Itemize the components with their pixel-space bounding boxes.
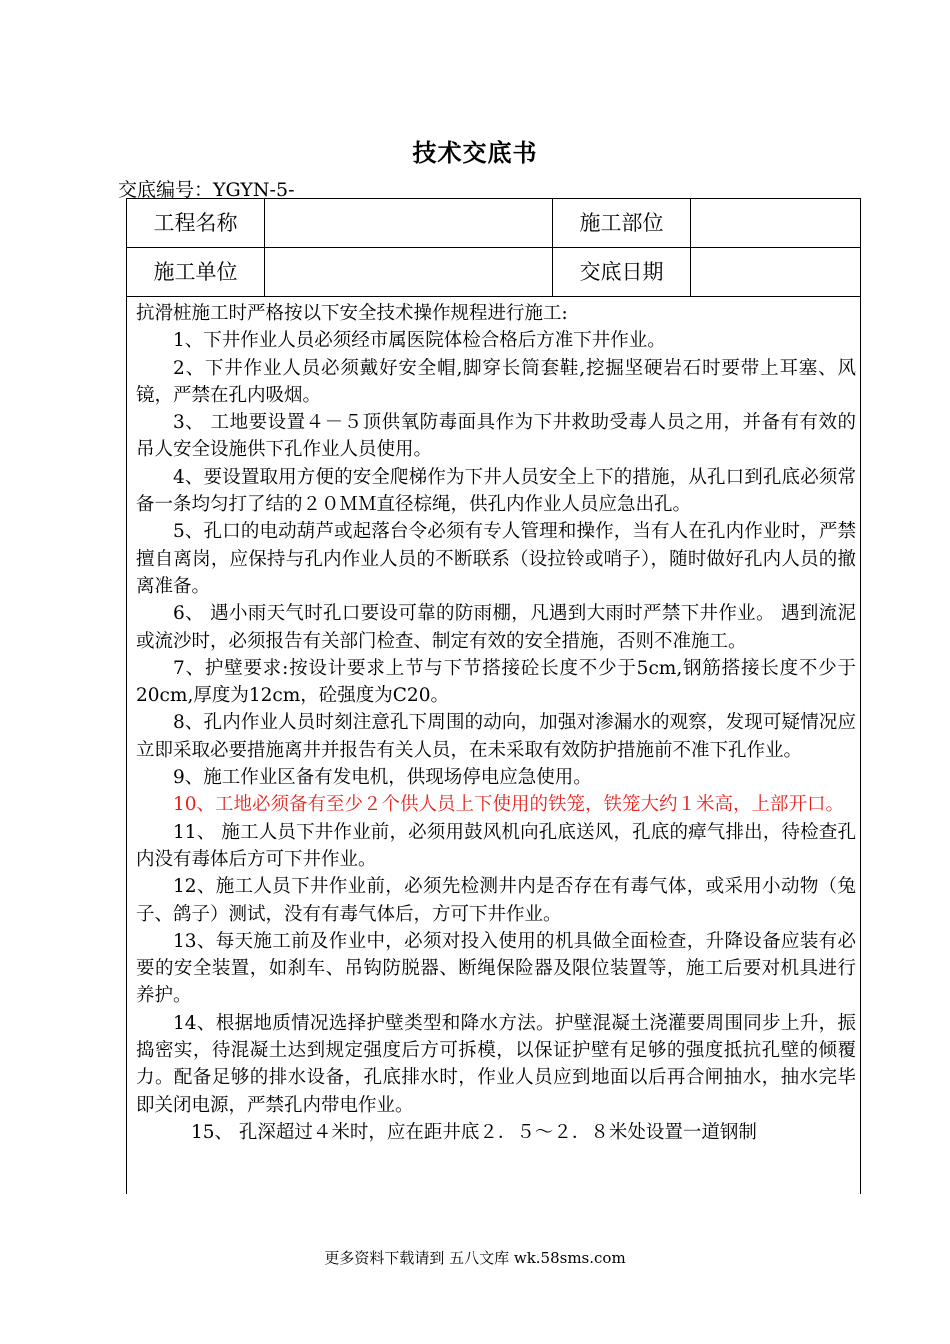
construction-unit-value[interactable] bbox=[265, 248, 553, 296]
document-title: 技术交底书 bbox=[412, 138, 538, 167]
rule-item-15: 15、 孔深超过４米时，应在距井底２．５～２．８米处设置一道钢制 bbox=[191, 1121, 757, 1143]
rule-item-14: 14、根据地质情况选择护壁类型和降水方法。护壁混凝土浇灌要周围同步上升，振捣密实，待混凝土达到规定强度后方可拆模，以保证护壁有足够的强度抵抗孔壁的倾覆力。配备足够的排水设备，孔底排水时，作业人员应到地面以后再合闸抽水，抽水完毕即关闭电源，严禁孔内带电作业。 bbox=[136, 1012, 856, 1116]
header-row-2 bbox=[127, 248, 860, 297]
rule-item-1: 1、下井作业人员必须经市属医院体检合格后方准下井作业。 bbox=[173, 330, 666, 352]
rule-item-4: 4、要设置取用方便的安全爬梯作为下井人员安全上下的措施，从孔口到孔底必须常备一条均匀打了结的２０ＭＭ直径棕绳，供孔内作业人员应急出孔。 bbox=[136, 466, 856, 516]
project-name-label: 工程名称 bbox=[127, 199, 265, 247]
rule-item-13: 13、每天施工前及作业中，必须对投入使用的机具做全面检查，升降设备应装有必要的安全装置，如刹车、吊钩防脱器、断绳保险器及限位装置等，施工后要对机具进行养护。 bbox=[136, 930, 856, 1007]
rule-item-2: 2、下井作业人员必须戴好安全帽,脚穿长筒套鞋,挖掘坚硬岩石时要带上耳塞、风镜，严禁在孔内吸烟。 bbox=[136, 357, 856, 406]
header-row-1 bbox=[127, 199, 860, 248]
document-number: 交底编号：YGYN-5- bbox=[118, 179, 295, 201]
rule-item-11: 11、 施工人员下井作业前，必须用鼓风机向孔底送风，孔底的瘴气排出，待检查孔内没有毒体后方可下井作业。 bbox=[136, 821, 856, 870]
rule-item-7: 7、护壁要求:按设计要求上节与下节搭接砼长度不少于5cm,钢筋搭接长度不少于20cm,厚度为12cm，砼强度为C20。 bbox=[136, 657, 856, 707]
rule-item-5: 5、孔口的电动葫芦或起落台令必须有专人管理和操作，当有人在孔内作业时，严禁擅自离岗，应保持与孔内作业人员的不断联系（设拉铃或哨子），随时做好孔内人员的撤离准备。 bbox=[136, 521, 856, 597]
briefing-date-label: 交底日期 bbox=[553, 248, 691, 296]
rule-item-12: 12、施工人员下井作业前，必须先检测井内是否存在有毒气体，或采用小动物（兔子、鸽子）测试，没有有毒气体后，方可下井作业。 bbox=[136, 876, 856, 925]
intro-paragraph: 抗滑桩施工时严格按以下安全技术操作规程进行施工: bbox=[136, 303, 568, 324]
project-name-value[interactable] bbox=[265, 199, 553, 247]
construction-unit-label: 施工单位 bbox=[127, 248, 265, 296]
rule-item-3: 3、 工地要设置４－５顶供氧防毒面具作为下井救助受毒人员之用，并备有有效的吊人安全设施供下孔作业人员使用。 bbox=[136, 412, 856, 461]
rule-item-9: 9、施工作业区备有发电机，供现场停电应急使用。 bbox=[173, 767, 592, 789]
briefing-content bbox=[136, 300, 856, 1146]
footer-source-note: 更多资料下载请到 五八文库 wk.58sms.com bbox=[324, 1249, 626, 1267]
briefing-date-value[interactable] bbox=[691, 248, 860, 296]
rule-item-6: 6、 遇小雨天气时孔口要设可靠的防雨棚，凡遇到大雨时严禁下井作业。 遇到流泥或流沙时，必须报告有关部门检查、制定有效的安全措施，否则不准施工。 bbox=[136, 603, 856, 652]
rule-item-8: 8、孔内作业人员时刻注意孔下周围的动向，加强对渗漏水的观察，发现可疑情况应立即采取必要措施离井并报告有关人员，在未采取有效防护措施前不准下孔作业。 bbox=[136, 712, 856, 761]
rule-item-10-highlighted: 10、工地必须备有至少２个供人员上下使用的铁笼，铁笼大约１米高，上部开口。 bbox=[173, 794, 845, 816]
briefing-sheet bbox=[126, 198, 861, 1194]
construction-part-label: 施工部位 bbox=[553, 199, 691, 247]
construction-part-value[interactable] bbox=[691, 199, 860, 247]
